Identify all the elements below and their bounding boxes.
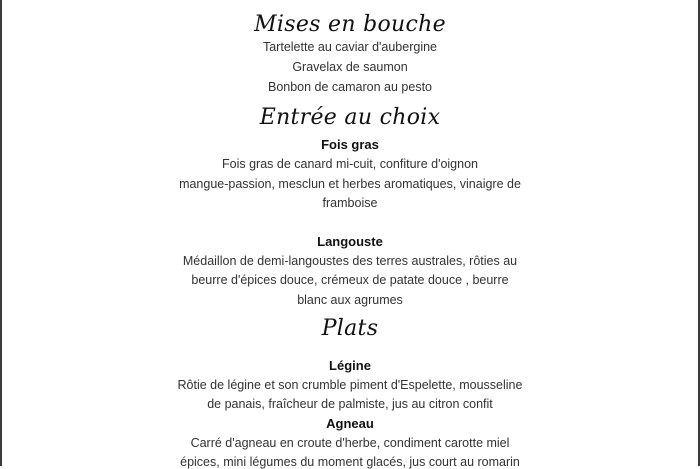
menu-item: Tartelette au caviar d'aubergine: [262, 40, 438, 54]
dish-description-line: mangue-passion, mesclun et herbes aromatiques, vinaigre de: [179, 177, 521, 191]
dish-description-line: Carré d'agneau en croute d'herbe, condiment carotte miel: [190, 436, 510, 450]
dish-description-line: framboise: [322, 196, 378, 210]
dish-description-line: épices, mini légumes du moment glacés, jus court au romarin: [180, 455, 520, 469]
dish-name-agneau: Agneau: [326, 416, 374, 431]
dish-name-langouste: Langouste: [317, 234, 383, 249]
dish-description-line: Médaillon de demi-langoustes des terres australes, rôties au: [182, 254, 518, 268]
dish-description-line: Rôtie de légine et son crumble piment d'Espelette, mousseline: [177, 378, 523, 392]
dish-name-legine: Légine: [329, 358, 371, 373]
menu-item: Gravelax de saumon: [292, 60, 408, 74]
section-title-mises-en-bouche: Mises en bouche: [254, 12, 446, 37]
section-title-plats: Plats: [321, 316, 379, 341]
dish-description-line: Fois gras de canard mi-cuit, confiture d'oignon: [222, 157, 478, 171]
section-title-entree: Entrée au choix: [259, 105, 441, 130]
dish-description-line: de panais, fraîcheur de palmiste, jus au citron confit: [207, 397, 493, 411]
dish-description-line: blanc aux agrumes: [297, 293, 403, 307]
dish-description-line: beurre d'épices douce, crémeux de patate douce , beurre: [191, 273, 509, 287]
dish-name-fois-gras: Fois gras: [321, 137, 379, 152]
menu-item: Bonbon de camaron au pesto: [267, 80, 432, 94]
